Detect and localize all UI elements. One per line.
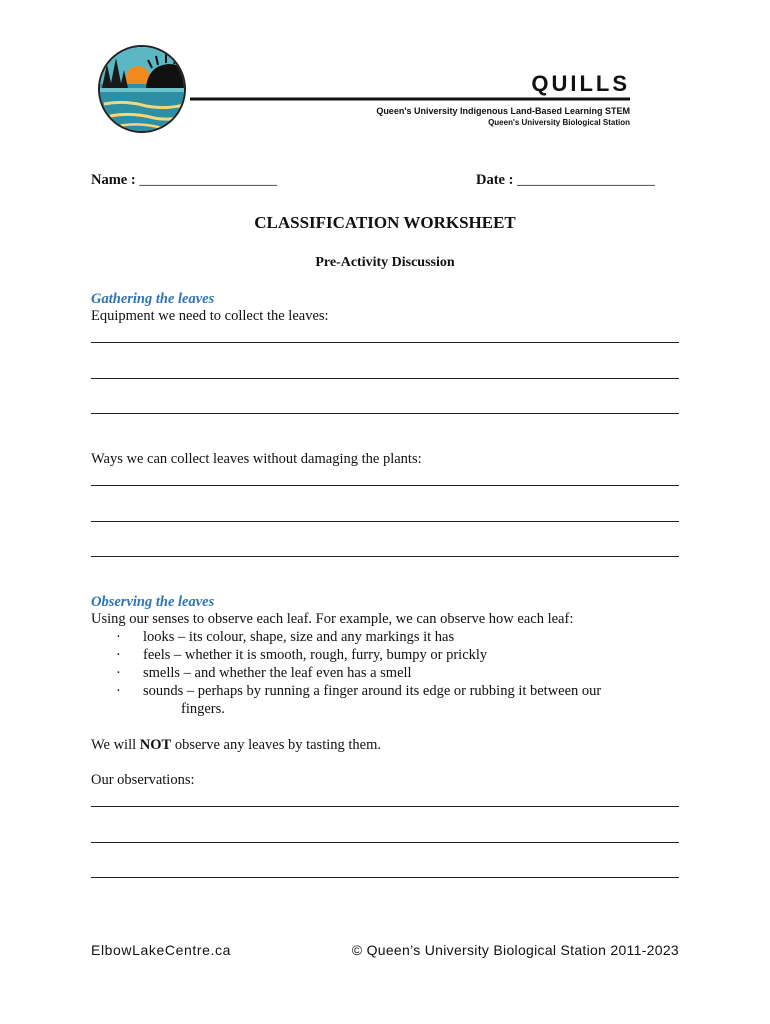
observe-intro: Using our senses to observe each leaf. For example, we can observe how each leaf: [91, 611, 574, 627]
section-heading-gathering: Gathering the leaves [91, 291, 215, 307]
name-label: Name : [91, 172, 136, 188]
name-blank[interactable]: ___________________ [139, 172, 278, 188]
answer-line[interactable] [91, 378, 679, 379]
tasting-note-start: We will [91, 737, 140, 753]
brand-wordmark: QUILLS [531, 71, 630, 96]
tasting-note [91, 737, 381, 754]
answer-line[interactable] [91, 806, 679, 807]
answer-line[interactable] [91, 877, 679, 878]
bullet-marker: · [116, 629, 121, 645]
answer-line[interactable] [91, 485, 679, 486]
bullet-looks: looks – its colour, shape, size and any markings it has [143, 629, 455, 645]
answer-line[interactable] [91, 521, 679, 522]
page-subtitle: Pre-Activity Discussion [315, 255, 455, 270]
brand-station: Queen's University Biological Station [488, 118, 630, 127]
date-blank[interactable]: ___________________ [517, 172, 655, 188]
prompt-collect-ways: Ways we can collect leaves without damaging the plants: [91, 451, 422, 467]
footer-website: ElbowLakeCentre.ca [91, 942, 231, 958]
date-field[interactable] [476, 172, 655, 189]
bullet-marker: · [116, 665, 121, 681]
observations-label: Our observations: [91, 772, 195, 788]
bullet-sounds: sounds – perhaps by running a finger around its edge or rubbing it between our [143, 683, 602, 699]
answer-line[interactable] [91, 556, 679, 557]
quills-logo-icon [96, 44, 636, 136]
bullet-smells: smells – and whether the leaf even has a smell [143, 665, 412, 681]
tasting-note-not: NOT [139, 737, 172, 753]
name-field[interactable] [91, 172, 277, 189]
brand-subtitle: Queen's University Indigenous Land-Based Learning STEM [376, 106, 630, 116]
date-label: Date : [476, 172, 514, 188]
answer-line[interactable] [91, 413, 679, 414]
bullet-marker: · [116, 683, 121, 699]
page-title: CLASSIFICATION WORKSHEET [254, 213, 516, 232]
bullet-feels: feels – whether it is smooth, rough, furry, bumpy or prickly [143, 647, 488, 663]
footer-copyright: © Queen’s University Biological Station 2011-2023 [351, 942, 679, 958]
tasting-note-end: observe any leaves by tasting them. [171, 737, 381, 753]
bullet-marker: · [116, 647, 121, 663]
section-heading-observing: Observing the leaves [91, 594, 215, 610]
bullet-sounds-continuation: fingers. [181, 701, 225, 717]
answer-line[interactable] [91, 342, 679, 343]
answer-line[interactable] [91, 842, 679, 843]
prompt-equipment: Equipment we need to collect the leaves: [91, 308, 329, 324]
